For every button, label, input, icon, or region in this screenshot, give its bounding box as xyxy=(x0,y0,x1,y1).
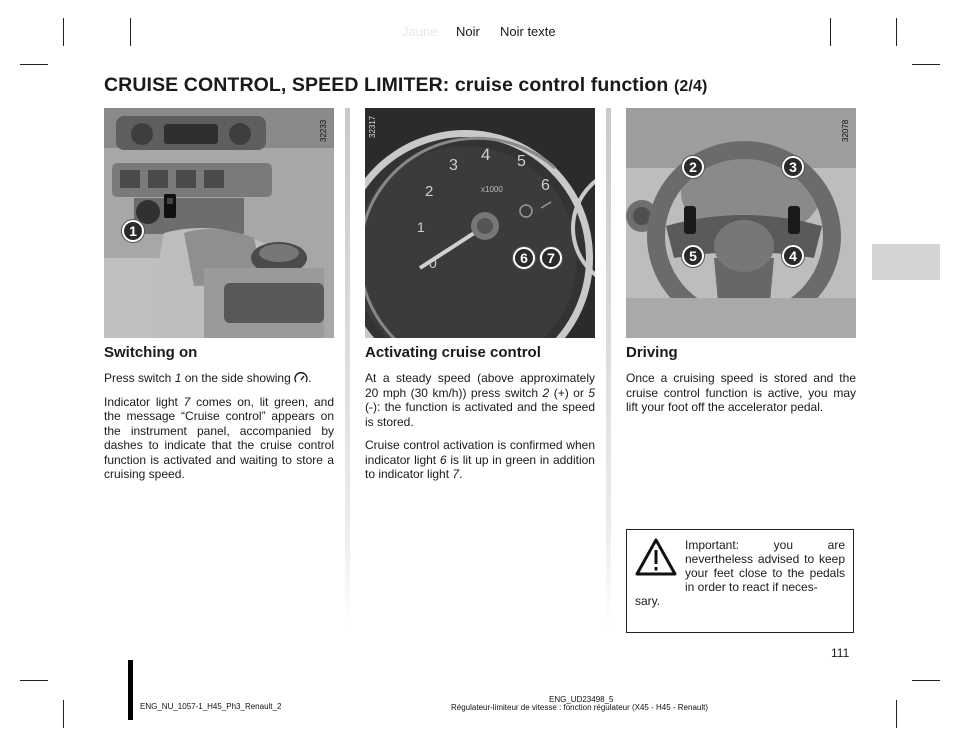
paragraph xyxy=(104,395,334,482)
text-run: (+) or xyxy=(549,385,589,400)
ref-number: 1 xyxy=(174,371,182,385)
tachometer-image xyxy=(365,108,595,338)
instrument-panel-photo xyxy=(365,108,595,338)
warning-text: Important: you are nevertheless advised to keep your feet close to the pedals in order to react if neces- xyxy=(685,538,845,594)
callout-1: 1 xyxy=(122,220,144,242)
crop-mark xyxy=(63,700,64,728)
crop-mark xyxy=(63,18,64,46)
column-switching-on xyxy=(104,108,334,491)
crop-mark xyxy=(830,18,831,46)
text-run: Cruise control activation is confirmed when indicator light xyxy=(365,438,595,467)
text-run: At a steady speed (above approximately 20 mph (30 km/h)) press switch xyxy=(365,371,595,400)
text-run: (-): the function is activated and the speed is stored. xyxy=(365,400,595,429)
ref-number: 5 xyxy=(588,385,596,400)
warning-triangle-icon xyxy=(635,538,677,576)
binding-bar xyxy=(128,660,133,720)
section-heading: Activating cruise control xyxy=(365,344,541,361)
crop-mark xyxy=(20,64,48,65)
gauge-number: 6 xyxy=(541,177,550,194)
crop-mark xyxy=(896,700,897,728)
text-run: Indicator light xyxy=(104,394,184,409)
callout-5: 5 xyxy=(682,245,704,267)
footer-left: ENG_NU_1057-1_H45_Ph3_Renault_2 xyxy=(140,702,282,711)
image-code: 32317 xyxy=(368,115,377,138)
warning-text-end: sary. xyxy=(635,594,661,608)
callout-2: 2 xyxy=(682,156,704,178)
gauge-number: 5 xyxy=(517,153,526,170)
steering-wheel-image xyxy=(626,108,856,338)
column-separator xyxy=(606,108,611,628)
cruise-control-symbol-icon xyxy=(294,372,308,384)
section-heading: Driving xyxy=(626,344,678,361)
crop-mark xyxy=(912,64,940,65)
ref-number: 7 xyxy=(183,394,191,409)
page-title xyxy=(104,74,864,97)
image-code: 32078 xyxy=(841,119,850,142)
warning-box xyxy=(626,529,854,633)
paragraph xyxy=(365,371,595,429)
footer-right-code: ENG_UD23498_5 xyxy=(549,695,614,704)
paragraph: Press switch 1 on the side showing . xyxy=(104,371,312,385)
column-activating xyxy=(365,108,595,491)
paragraph: Once a cruising speed is stored and the cruise control function is active, you may lift your foot off the accelerator pedal. xyxy=(626,371,856,414)
crop-mark xyxy=(896,18,897,46)
steering-wheel-photo xyxy=(626,108,856,338)
gauge-number: 4 xyxy=(481,145,491,164)
print-color-label: Jaune xyxy=(402,24,438,39)
crop-mark xyxy=(20,680,48,681)
ref-number: 2 xyxy=(542,385,550,400)
column-separator xyxy=(345,108,350,628)
title-page-indicator: (2/4) xyxy=(673,78,708,95)
text-run: Press switch xyxy=(104,371,175,385)
column-driving xyxy=(626,108,856,424)
paragraph xyxy=(365,438,595,482)
section-heading: Switching on xyxy=(104,344,198,361)
console-photo xyxy=(104,108,334,338)
print-color-label: Noir texte xyxy=(500,24,556,39)
text-run: on the side showing xyxy=(181,371,291,385)
crop-mark xyxy=(912,680,940,681)
gauge-number: 2 xyxy=(425,183,434,200)
text-run: is lit up in green in addition to indicator light xyxy=(365,452,595,481)
text-run: comes on, lit green, and the message “Cruise control” appears on the instrument panel, accompanied by dashes to indicate that the cruise control function is activated and waiting to store a cruising speed. xyxy=(104,394,334,481)
gauge-number: 3 xyxy=(449,157,458,174)
callout-6: 6 xyxy=(513,247,535,269)
print-color-label: Noir xyxy=(456,24,480,39)
page-number: 111 xyxy=(831,646,850,660)
callout-7: 7 xyxy=(540,247,562,269)
gauge-unit: x1000 xyxy=(481,185,503,194)
crop-mark xyxy=(130,18,131,46)
gauge-number: 0 xyxy=(429,255,437,271)
ref-number: 7 xyxy=(452,467,460,481)
callout-3: 3 xyxy=(782,156,804,178)
image-code: 32233 xyxy=(319,119,328,142)
gauge-number: 1 xyxy=(417,219,425,235)
footer-right-title: Régulateur-limiteur de vitesse : fonction régulateur (X45 - H45 - Renault) xyxy=(451,703,709,712)
title-text: CRUISE CONTROL, SPEED LIMITER: cruise control function xyxy=(104,74,669,96)
callout-4: 4 xyxy=(782,245,804,267)
chapter-tab xyxy=(872,244,940,280)
text-run: . xyxy=(459,467,463,481)
ref-number: 6 xyxy=(439,452,447,467)
